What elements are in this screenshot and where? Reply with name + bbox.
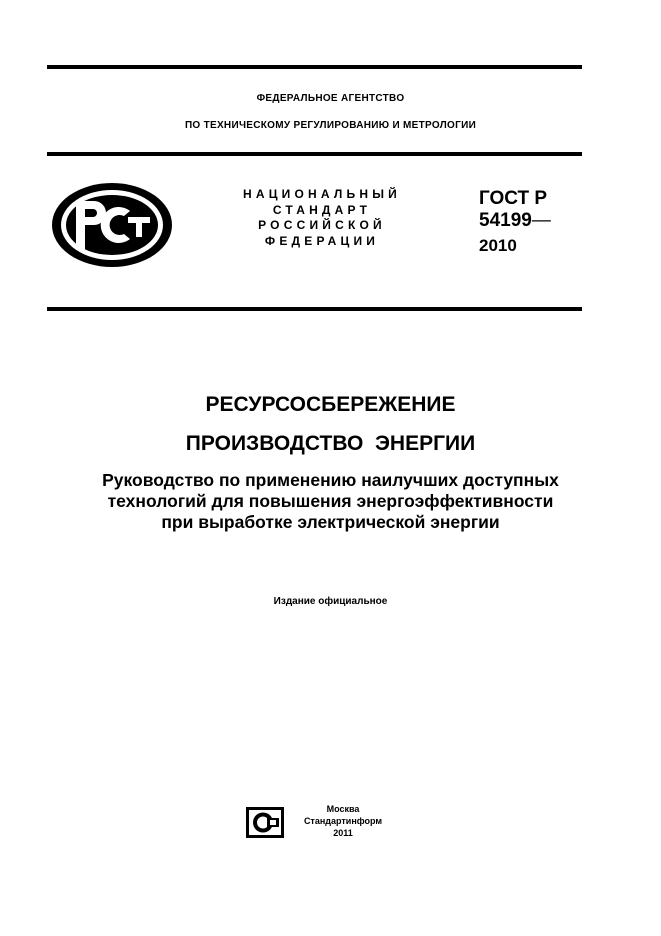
- subtitle-line: технологий для повышения энергоэффективности: [107, 491, 554, 511]
- publisher-name: Стандартинформ: [303, 816, 383, 826]
- standard-type-line: ФЕДЕРАЦИИ: [264, 233, 380, 248]
- publisher-city: Москва: [326, 804, 360, 814]
- standard-type-line: СТАНДАРТ: [272, 202, 372, 217]
- top-rule: [47, 65, 582, 69]
- designation-year: 2010: [479, 236, 517, 255]
- gost-rst-logo-icon: [50, 181, 174, 269]
- designation-number: 54199: [479, 210, 532, 231]
- document-title-line1: РЕСУРСОСБЕРЕЖЕНИЕ: [205, 393, 456, 416]
- document-title-line2: ПРОИЗВОДСТВО ЭНЕРГИИ: [185, 432, 476, 455]
- standard-designation: [479, 188, 551, 257]
- subtitle-line: при выработке электрической энергии: [161, 512, 500, 532]
- edition-label: Издание официальное: [273, 596, 388, 607]
- standard-type-line: НАЦИОНАЛЬНЫЙ: [242, 187, 402, 201]
- document-subtitle: [0, 470, 661, 533]
- standard-type: [224, 187, 420, 249]
- subtitle-line: Руководство по применению наилучших доступных: [102, 470, 559, 490]
- standard-type-line: РОССИЙСКОЙ: [258, 218, 386, 232]
- standartinform-logo-icon: [245, 806, 285, 839]
- publisher-year: 2011: [333, 828, 353, 838]
- header-rule: [47, 152, 582, 156]
- publisher-info: [292, 803, 394, 839]
- designation-number-line: [479, 210, 551, 232]
- agency-name-line2: ПО ТЕХНИЧЕСКОМУ РЕГУЛИРОВАНИЮ И МЕТРОЛОГИИ: [184, 120, 477, 131]
- agency-name-line1: ФЕДЕРАЛЬНОЕ АГЕНТСТВО: [256, 93, 405, 104]
- designation-rule: [47, 307, 582, 311]
- designation-label: ГОСТ Р: [479, 188, 548, 209]
- designation-dash: —: [531, 210, 551, 231]
